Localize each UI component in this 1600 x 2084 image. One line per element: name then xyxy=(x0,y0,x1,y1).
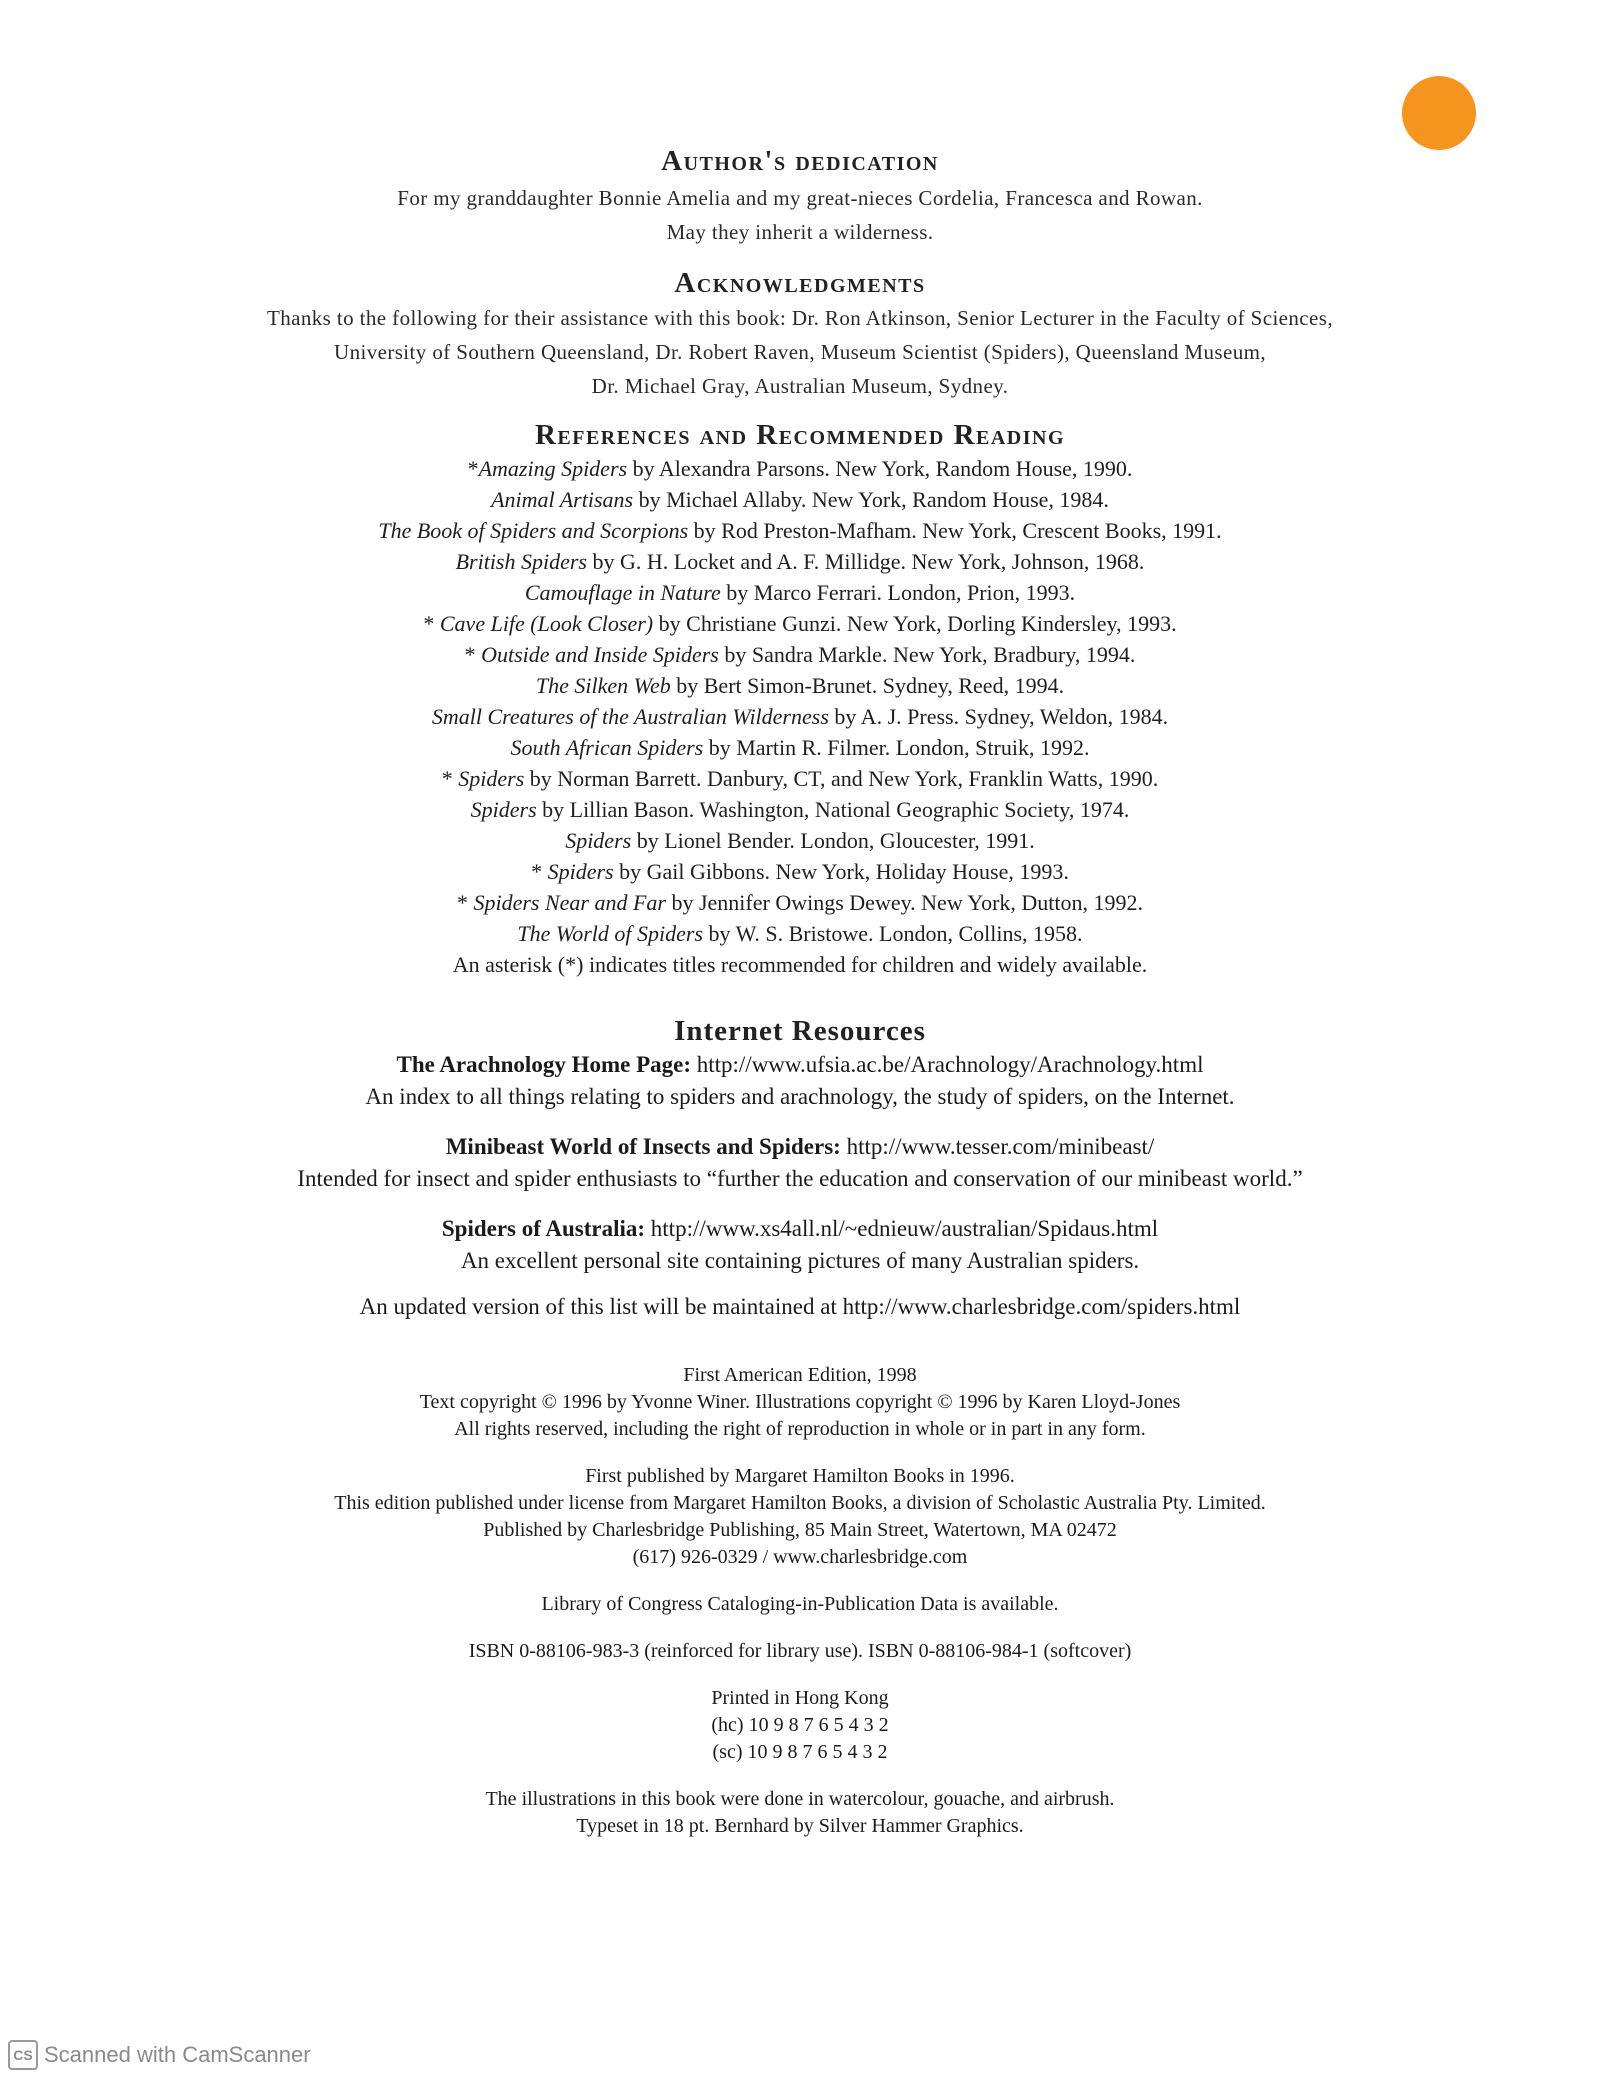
reference-details: by G. H. Locket and A. F. Millidge. New York, Johnson, 1968. xyxy=(587,549,1145,574)
internet-site xyxy=(0,1049,1600,1113)
site-description: An index to all things relating to spiders and arachnology, the study of spiders, on the Internet. xyxy=(365,1084,1235,1109)
reference-title: Amazing Spiders xyxy=(478,456,628,481)
publisher-line: First published by Margaret Hamilton Books in 1996. xyxy=(585,1465,1015,1487)
acknowledgments-heading: Acknowledgments xyxy=(674,267,926,299)
reference-title: British Spiders xyxy=(455,549,587,574)
dedication-heading: Author's dedication xyxy=(661,145,939,177)
reference-details: by Bert Simon-Brunet. Sydney, Reed, 1994. xyxy=(670,673,1065,698)
reference-details: by Lionel Bender. London, Gloucester, 1991. xyxy=(631,828,1035,853)
dedication-line: May they inherit a wilderness. xyxy=(666,220,934,244)
reference-details: by Jennifer Owings Dewey. New York, Dutton, 1992. xyxy=(665,890,1144,915)
site-name: Minibeast World of Insects and Spiders: xyxy=(445,1134,841,1159)
site-name: Spiders of Australia: xyxy=(441,1216,646,1241)
site-url-link[interactable]: http://www.xs4all.nl/~ednieuw/australian/Spidaus.html xyxy=(645,1216,1159,1241)
reference-item xyxy=(0,639,1600,670)
edition-line: First American Edition, 1998 xyxy=(683,1364,917,1386)
reference-title: The Book of Spiders and Scorpions xyxy=(378,518,689,543)
reference-asterisk: * xyxy=(441,766,459,791)
reference-item xyxy=(0,546,1600,577)
reference-details: by Sandra Markle. New York, Bradbury, 1994. xyxy=(718,642,1136,667)
internet-site xyxy=(0,1131,1600,1195)
edition-line: All rights reserved, including the right of reproduction in whole or in part in any form. xyxy=(454,1418,1146,1440)
reference-details: by Alexandra Parsons. New York, Random House, 1990. xyxy=(627,456,1133,481)
references-section xyxy=(0,417,1600,980)
camscanner-watermark xyxy=(8,2040,311,2070)
publisher-line: (617) 926-0329 / www.charlesbridge.com xyxy=(632,1546,968,1568)
reference-item xyxy=(0,825,1600,856)
reference-details: by Michael Allaby. New York, Random House, 1984. xyxy=(633,487,1109,512)
reference-title: Outside and Inside Spiders xyxy=(481,642,719,667)
internet-site xyxy=(0,1213,1600,1277)
site-description: Intended for insect and spider enthusiasts to “further the education and conservation of our minibeast world.” xyxy=(297,1166,1303,1191)
reference-item xyxy=(0,732,1600,763)
reference-item xyxy=(0,763,1600,794)
reference-item xyxy=(0,608,1600,639)
reference-details: by Lillian Bason. Washington, National Geographic Society, 1974. xyxy=(536,797,1130,822)
reference-title: Spiders xyxy=(565,828,632,853)
publisher-line: Published by Charlesbridge Publishing, 85 Main Street, Watertown, MA 02472 xyxy=(483,1519,1117,1541)
site-url-link[interactable]: http://www.ufsia.ac.be/Arachnology/Arachnology.html xyxy=(691,1052,1204,1077)
acknowledgments-section xyxy=(0,265,1600,403)
reference-asterisk: * xyxy=(531,859,548,884)
reference-item xyxy=(0,794,1600,825)
reference-title: Spiders Near and Far xyxy=(473,890,666,915)
reference-item xyxy=(0,856,1600,887)
references-note: An asterisk (*) indicates titles recommended for children and widely available. xyxy=(452,952,1148,977)
reference-item xyxy=(0,701,1600,732)
edition-line: Text copyright © 1996 by Yvonne Winer. Illustrations copyright © 1996 by Karen Lloyd-Jones xyxy=(419,1391,1181,1413)
acknowledgments-line: University of Southern Queensland, Dr. Robert Raven, Museum Scientist (Spiders), Queensland Museum, xyxy=(334,340,1266,364)
acknowledgments-line: Thanks to the following for their assistance with this book: Dr. Ron Atkinson, Senior Lecturer in the Faculty of Sciences, xyxy=(267,306,1333,330)
dedication-section xyxy=(0,143,1600,249)
reference-details: by Marco Ferrari. London, Prion, 1993. xyxy=(720,580,1076,605)
reference-details: by W. S. Bristowe. London, Collins, 1958. xyxy=(703,921,1083,946)
reference-title: Animal Artisans xyxy=(491,487,634,512)
internet-section xyxy=(0,1013,1600,1323)
site-name: The Arachnology Home Page: xyxy=(396,1052,691,1077)
reference-item xyxy=(0,453,1600,484)
reference-title: The World of Spiders xyxy=(517,921,704,946)
camscanner-text: Scanned with CamScanner xyxy=(44,2042,311,2067)
reference-item xyxy=(0,484,1600,515)
reference-item xyxy=(0,887,1600,918)
reference-title: Spiders xyxy=(547,859,614,884)
internet-heading: Internet Resources xyxy=(674,1015,926,1047)
reference-title: South African Spiders xyxy=(510,735,704,760)
reference-title: Spiders xyxy=(458,766,525,791)
publisher-line: This edition published under license from Margaret Hamilton Books, a division of Scholastic Australia Pty. Limited. xyxy=(334,1492,1266,1514)
reference-asterisk: * xyxy=(423,611,440,636)
updated-list-note: An updated version of this list will be maintained at http://www.charlesbridge.com/spiders.html xyxy=(359,1294,1241,1319)
acknowledgments-line: Dr. Michael Gray, Australian Museum, Sydney. xyxy=(591,374,1009,398)
reference-item xyxy=(0,515,1600,546)
isbn-line: ISBN 0-88106-983-3 (reinforced for library use). ISBN 0-88106-984-1 (softcover) xyxy=(468,1640,1132,1662)
reference-item xyxy=(0,577,1600,608)
site-url-link[interactable]: http://www.tesser.com/minibeast/ xyxy=(840,1134,1155,1159)
reference-title: Small Creatures of the Australian Wilderness xyxy=(431,704,829,729)
internet-site-list xyxy=(0,1049,1600,1277)
cip-line: Library of Congress Cataloging-in-Publication Data is available. xyxy=(541,1593,1059,1615)
reference-details: by Gail Gibbons. New York, Holiday House, 1993. xyxy=(613,859,1069,884)
printing-line: Printed in Hong Kong xyxy=(711,1687,889,1709)
reference-title: Camouflage in Nature xyxy=(524,580,721,605)
reference-asterisk: * xyxy=(464,642,482,667)
reference-details: by Christiane Gunzi. New York, Dorling Kindersley, 1993. xyxy=(653,611,1177,636)
printing-line: (hc) 10 9 8 7 6 5 4 3 2 xyxy=(711,1714,889,1736)
reference-title: The Silken Web xyxy=(535,673,671,698)
reference-details: by A. J. Press. Sydney, Weldon, 1984. xyxy=(828,704,1169,729)
site-description: An excellent personal site containing pictures of many Australian spiders. xyxy=(460,1248,1140,1273)
reference-asterisk: * xyxy=(467,456,479,481)
colophon-section xyxy=(0,1362,1600,1840)
reference-title: Cave Life (Look Closer) xyxy=(439,611,654,636)
reference-item xyxy=(0,918,1600,949)
references-list xyxy=(0,453,1600,949)
reference-details: by Norman Barrett. Danbury, CT, and New York, Franklin Watts, 1990. xyxy=(524,766,1159,791)
printing-line: (sc) 10 9 8 7 6 5 4 3 2 xyxy=(712,1741,888,1763)
illustration-line: Typeset in 18 pt. Bernhard by Silver Hammer Graphics. xyxy=(576,1815,1024,1837)
dedication-line: For my granddaughter Bonnie Amelia and my great-nieces Cordelia, Francesca and Rowan. xyxy=(397,186,1203,210)
reference-item xyxy=(0,670,1600,701)
reference-details: by Rod Preston-Mafham. New York, Crescent Books, 1991. xyxy=(688,518,1222,543)
camscanner-logo-icon: CS xyxy=(8,2040,38,2070)
orange-dot-marker xyxy=(1402,76,1476,150)
reference-title: Spiders xyxy=(470,797,537,822)
references-heading: References and Recommended Reading xyxy=(534,419,1066,451)
illustration-line: The illustrations in this book were done in watercolour, gouache, and airbrush. xyxy=(485,1788,1115,1810)
reference-details: by Martin R. Filmer. London, Struik, 1992. xyxy=(703,735,1090,760)
reference-asterisk: * xyxy=(456,890,474,915)
